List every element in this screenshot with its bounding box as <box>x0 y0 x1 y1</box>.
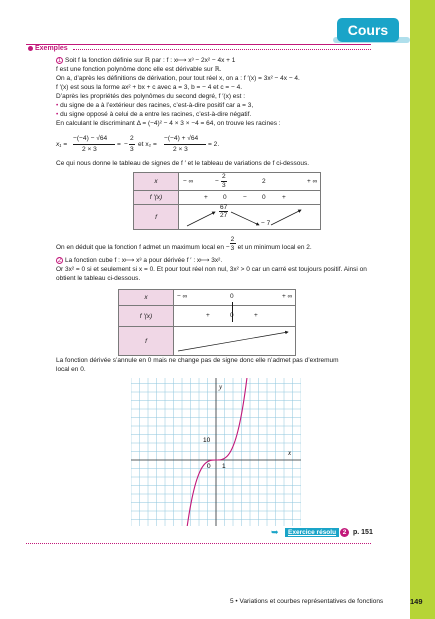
ex1-line-3: On a, d’après les définitions de dérivation, pour tout réel x, on a : f ′(x) = 3x² − 4x − 4. <box>56 75 300 82</box>
sign-zero: 0 <box>230 312 234 319</box>
ex1-line-1 <box>56 57 235 65</box>
ex2-after-2: local en 0. <box>56 366 86 373</box>
x-plus-inf: + ∞ <box>307 178 318 185</box>
top-rule <box>26 44 371 45</box>
x-r1-den: 3 <box>222 182 226 189</box>
chapter-footer: 5 • Variations et courbes représentatives de fonctions <box>230 598 384 605</box>
ex1-marker: 1 <box>57 58 62 64</box>
frac-bar <box>129 144 135 145</box>
ex1-bullet-2-text: du signe opposé à celui de a entre les racines, c’est-à-dire négatif. <box>60 111 252 118</box>
max-num: 67 <box>220 204 228 211</box>
ex1-line-4: f ′(x) est sous la forme ax² + bx + c avec a = 3, b = − 4 et c = − 4. <box>56 84 243 91</box>
x-r2: 2 <box>262 178 266 185</box>
frac-bar <box>164 144 206 145</box>
page-number: 149 <box>410 597 423 606</box>
x1-num: −(−4) − √64 <box>73 135 108 142</box>
footer-rule <box>26 543 371 544</box>
x-minus-inf: − ∞ <box>183 178 194 185</box>
ex2-line-1-text: La fonction cube f : x⟼ x³ a pour dérivée f ′ : x⟼ 3x². <box>65 257 223 264</box>
variation-arrows <box>179 205 322 229</box>
ex1-conclusion <box>56 236 312 252</box>
sign-zero: 0 <box>223 194 227 201</box>
conclusion-b: et un minimum local en 2. <box>237 244 312 251</box>
tick-0-label: 0 <box>207 463 211 470</box>
exercise-page: p. 151 <box>353 529 373 536</box>
row-x-values: − ∞ − 2 3 2 + ∞ <box>179 173 321 191</box>
sign-minus: − <box>243 194 247 201</box>
and-x2: et x₂ = <box>138 141 157 148</box>
exercise-number: 2 <box>340 528 349 537</box>
ex1-line-2: f est une fonction polynôme donc elle est dérivable sur ℝ. <box>56 66 222 73</box>
row-x-label: x <box>119 290 174 306</box>
row-f-label: f <box>119 327 174 356</box>
row-fp-signs <box>174 306 296 327</box>
row-x-values <box>174 290 296 306</box>
row-fp-label: f ′(x) <box>134 191 179 205</box>
exercise-link[interactable]: Exercice résolu <box>285 528 339 537</box>
x-axis-label: x <box>288 449 292 457</box>
ex2-line-3: obtient le tableau ci-dessous. <box>56 275 141 282</box>
x1-den: 2 × 3 <box>82 146 97 153</box>
variation-arrow <box>174 327 296 355</box>
arrow-right-icon: ➥ <box>271 527 279 537</box>
conclusion-a: On en déduit que la fonction f admet un maximum local en − <box>56 244 230 251</box>
max-den: 27 <box>220 212 228 219</box>
side-band <box>410 0 435 619</box>
sign-plus: + <box>254 312 258 319</box>
ex2-marker: 2 <box>57 258 62 264</box>
x1-val-den: 3 <box>130 146 134 153</box>
x2-num: −(−4) + √64 <box>164 135 199 142</box>
tick-10-label: 10 <box>203 437 211 444</box>
x2-den: 2 × 3 <box>173 146 188 153</box>
section-title: Exemples <box>28 45 68 52</box>
frac-den: 3 <box>230 245 235 252</box>
x-minus-inf: − ∞ <box>177 293 188 300</box>
variation-table-1 <box>133 172 321 230</box>
sign-plus: + <box>206 312 210 319</box>
x-zero: 0 <box>230 293 234 300</box>
sign-divider <box>232 302 233 322</box>
row-f-variations <box>179 205 321 230</box>
row-fp-signs <box>179 191 321 205</box>
ex2-line-1 <box>56 257 222 265</box>
sign-zero: 0 <box>262 194 266 201</box>
sign-plus: + <box>204 194 208 201</box>
ex1-line-1-text: Soit f la fonction définie sur ℝ par : f : x⟼ x³ − 2x² − 4x + 1 <box>65 57 236 64</box>
bullet-icon: • <box>56 102 61 109</box>
cube-curve <box>187 378 247 526</box>
cube-function-graph <box>131 378 301 526</box>
frac-num: 2 <box>230 236 235 243</box>
row-f-label: f <box>134 205 179 230</box>
ex1-bullet-1 <box>56 102 253 110</box>
min-value: − 7 <box>261 220 271 227</box>
sign-plus: + <box>282 194 286 201</box>
x2-val: = 2. <box>208 141 220 148</box>
ex1-after-roots: Ce qui nous donne le tableau de signes de f ′ et le tableau de variations de f ci-dessous. <box>56 160 310 167</box>
ex2-after-1: La fonction dérivée s’annule en 0 mais ne change pas de signe donc elle n’admet pas d’extremum <box>56 357 339 364</box>
x1-label: x₁ = <box>56 141 68 148</box>
ex1-bullet-1-text: du signe de a à l’extérieur des racines, c’est-à-dire positif car a = 3, <box>60 102 254 109</box>
variation-table-2 <box>118 289 296 356</box>
dotted-rule <box>73 49 371 50</box>
roots-formula: x₁ = −(−4) − √64 2 × 3 = − 2 3 et x₂ = −(−4) + √64 2 × 3 = 2. <box>56 135 220 153</box>
x-plus-inf: + ∞ <box>282 293 293 300</box>
ex1-bullet-2 <box>56 111 251 119</box>
conclusion-frac <box>230 236 238 252</box>
row-fp-label: f ′(x) <box>119 306 174 327</box>
x-r1-num: 2 <box>222 173 226 180</box>
ex2-line-2: Or 3x² = 0 si et seulement si x = 0. Et pour tout réel non nul, 3x² > 0 car un carré est toujours positif. Ainsi on <box>56 266 367 273</box>
tick-1-label: 1 <box>222 463 226 470</box>
frac-bar <box>73 144 115 145</box>
ex1-line-8: En calculant le discriminant Δ = (−4)² − 4 × 3 × −4 = 64, on trouve les racines : <box>56 120 281 127</box>
cours-badge: Cours <box>337 18 399 42</box>
row-f-variations <box>174 327 296 356</box>
bullet-icon: • <box>56 111 61 118</box>
x1-val-num: 2 <box>130 135 134 142</box>
row-x-label: x <box>134 173 179 191</box>
frac-bar <box>230 243 236 244</box>
y-axis-label: y <box>219 383 223 391</box>
ex1-line-5: D’après les propriétés des polynômes du second degré, f ′(x) est : <box>56 93 246 100</box>
